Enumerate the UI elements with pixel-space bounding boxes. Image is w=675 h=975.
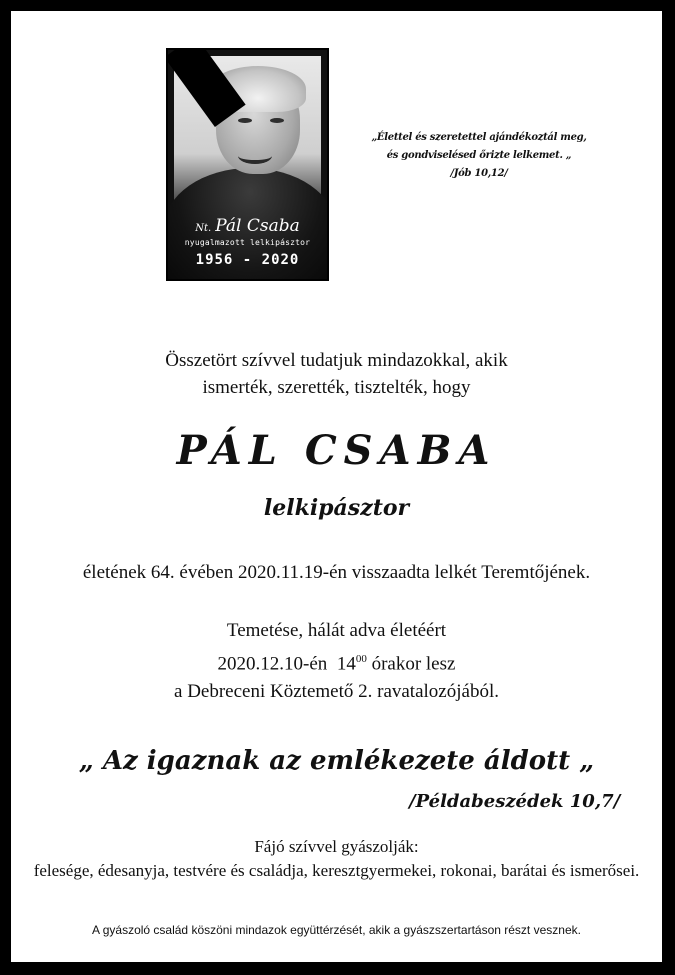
funeral-date: 2020.12.10-én xyxy=(217,653,328,675)
intro-line-1: Összetört szívvel tudatjuk mindazokkal, akik xyxy=(165,350,508,371)
portrait-eye-left xyxy=(238,118,252,123)
portrait-smile xyxy=(238,148,272,164)
portrait-photo xyxy=(166,48,329,281)
funeral-minutes: 00 xyxy=(355,653,367,665)
announcement-intro xyxy=(11,347,662,401)
funeral-hour: 14 xyxy=(336,653,356,675)
obituary-page xyxy=(11,11,662,962)
photo-name-prefix: Nt. xyxy=(195,223,212,234)
bible-motto xyxy=(355,129,603,183)
motto-reference: /Jób 10,12/ xyxy=(450,168,508,179)
funeral-line-1: Temetése, hálát adva életéért xyxy=(226,620,447,641)
memorial-quote-reference: /Példabeszédek 10,7/ xyxy=(409,791,621,812)
photo-name-text: Pál Csaba xyxy=(215,216,300,236)
thanks-footer: A gyászoló család köszöni mindazok együttérzését, akik a gyászszertartáson részt vesznek. xyxy=(92,923,581,937)
photo-role: nyugalmazott lelkipásztor xyxy=(184,238,311,247)
mourners-heading: Fájó szívvel gyászolják: xyxy=(254,837,419,856)
funeral-time-rest: órakor lesz xyxy=(371,653,456,675)
photo-years: 1956 - 2020 xyxy=(195,252,300,268)
photo-name xyxy=(174,216,321,236)
motto-line-1: „Élettel és szeretettel ajándékoztál meg, xyxy=(371,132,587,143)
funeral-line-2 xyxy=(11,645,662,678)
mourners-list xyxy=(31,835,642,883)
mourners-names: felesége, édesanyja, testvére és családja, keresztgyermekei, rokonai, barátai és ismerősei. xyxy=(33,861,640,880)
memorial-quote: „ Az igaznak az emlékezete áldott „ xyxy=(78,746,595,776)
funeral-line-3: a Debreceni Köztemető 2. ravatalozójából. xyxy=(174,681,499,703)
death-notice: életének 64. évében 2020.11.19-én visszaadta lelkét Teremtőjének. xyxy=(82,562,591,583)
deceased-name: PÁL CSABA xyxy=(176,427,497,474)
funeral-info xyxy=(11,617,662,706)
portrait-eye-right xyxy=(270,118,284,123)
intro-line-2: ismerték, szerették, tisztelték, hogy xyxy=(202,377,471,398)
motto-line-2: és gondviselésed őrizte lelkemet. „ xyxy=(386,150,572,161)
portrait-image xyxy=(174,56,321,273)
deceased-title: lelkipásztor xyxy=(263,495,410,521)
